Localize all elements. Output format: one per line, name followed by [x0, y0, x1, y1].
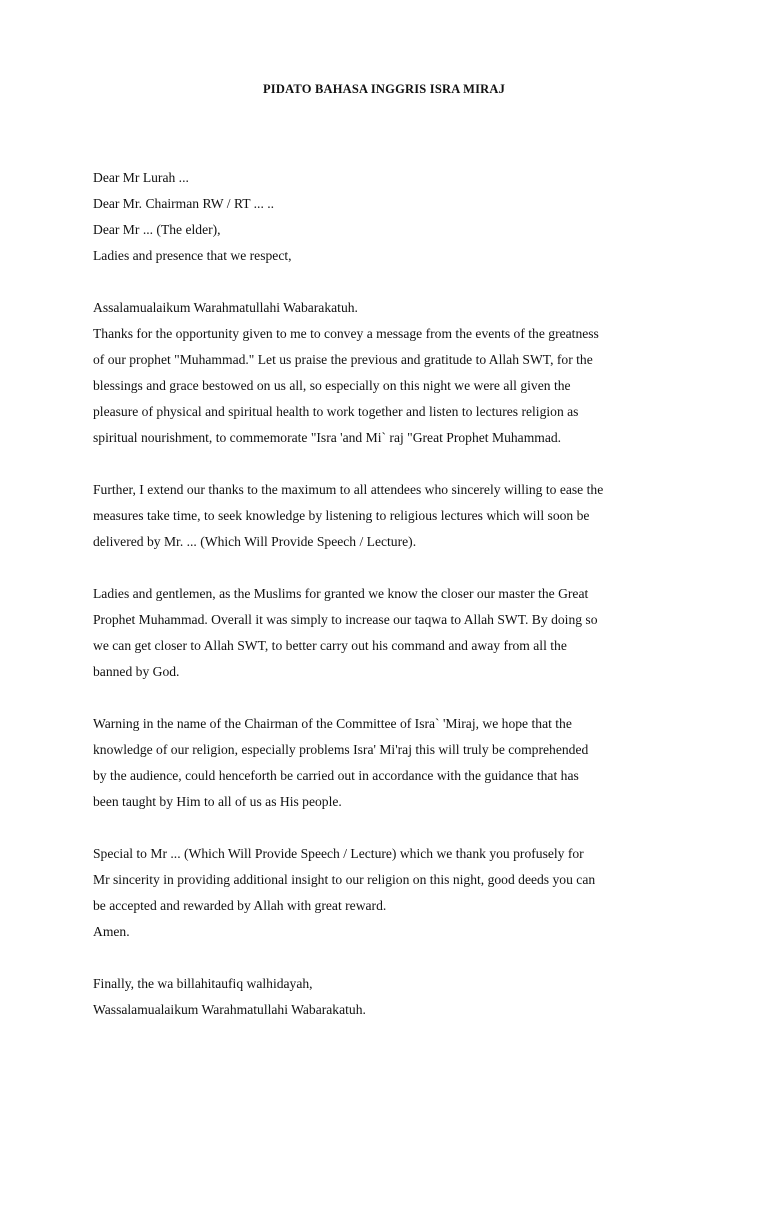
greeting-line: Ladies and presence that we respect,: [93, 248, 292, 263]
paragraph-3: [93, 581, 683, 685]
paragraph-gap: [93, 451, 683, 477]
document-title: PIDATO BAHASA INGGRIS ISRA MIRAJ: [262, 82, 506, 96]
greeting-block: [93, 165, 683, 269]
paragraph-gap: [93, 269, 683, 295]
paragraph-line: Further, I extend our thanks to the maximum to all attendees who sincerely willing to ease the: [93, 482, 604, 497]
paragraph-line: Mr sincerity in providing additional insight to our religion on this night, good deeds you can: [93, 872, 596, 887]
greeting-line: Dear Mr ... (The elder),: [93, 222, 221, 237]
closing-line: Finally, the wa billahitaufiq walhidayah,: [93, 976, 313, 991]
paragraph-gap: [93, 945, 683, 971]
document-body: [93, 165, 683, 1023]
paragraph-line: Warning in the name of the Chairman of the Committee of Isra` 'Miraj, we hope that the: [93, 716, 572, 731]
paragraph-2: [93, 477, 683, 555]
closing-block: [93, 971, 683, 1023]
paragraph-line: blessings and grace bestowed on us all, so especially on this night we were all given the: [93, 378, 571, 393]
paragraph-line: Ladies and gentlemen, as the Muslims for granted we know the closer our master the Great: [93, 586, 589, 601]
paragraph-line: Prophet Muhammad. Overall it was simply to increase our taqwa to Allah SWT. By doing so: [93, 612, 598, 627]
paragraph-gap: [93, 815, 683, 841]
paragraph-line: be accepted and rewarded by Allah with great reward.: [93, 898, 387, 913]
closing-line: Wassalamualaikum Warahmatullahi Wabarakatuh.: [93, 1002, 366, 1017]
greeting-line: Dear Mr Lurah ...: [93, 170, 189, 185]
paragraph-line: knowledge of our religion, especially problems Isra' Mi'raj this will truly be comprehended: [93, 742, 589, 757]
paragraph-gap: [93, 555, 683, 581]
paragraph-line: we can get closer to Allah SWT, to better carry out his command and away from all the: [93, 638, 567, 653]
paragraph-line: Special to Mr ... (Which Will Provide Speech / Lecture) which we thank you profusely for: [93, 846, 584, 861]
paragraph-line: of our prophet "Muhammad." Let us praise the previous and gratitude to Allah SWT, for the: [93, 352, 593, 367]
paragraph-line: Thanks for the opportunity given to me to convey a message from the events of the greatness: [93, 326, 599, 341]
paragraph-line: spiritual nourishment, to commemorate "Isra 'and Mi` raj "Great Prophet Muhammad.: [93, 430, 562, 445]
paragraph-line: measures take time, to seek knowledge by listening to religious lectures which will soon be: [93, 508, 590, 523]
paragraph-line: pleasure of physical and spiritual health to work together and listen to lectures religion as: [93, 404, 579, 419]
greeting-line: Dear Mr. Chairman RW / RT ... ..: [93, 196, 275, 211]
paragraph-line: Amen.: [93, 924, 130, 939]
paragraph-gap: [93, 685, 683, 711]
paragraph-line: been taught by Him to all of us as His people.: [93, 794, 342, 809]
paragraph-line: delivered by Mr. ... (Which Will Provide Speech / Lecture).: [93, 534, 417, 549]
paragraph-line: Assalamualaikum Warahmatullahi Wabarakatuh.: [93, 300, 358, 315]
paragraph-line: banned by God.: [93, 664, 180, 679]
paragraph-line: by the audience, could henceforth be carried out in accordance with the guidance that has: [93, 768, 579, 783]
paragraph-1: [93, 295, 683, 451]
paragraph-5: [93, 841, 683, 945]
paragraph-4: [93, 711, 683, 815]
